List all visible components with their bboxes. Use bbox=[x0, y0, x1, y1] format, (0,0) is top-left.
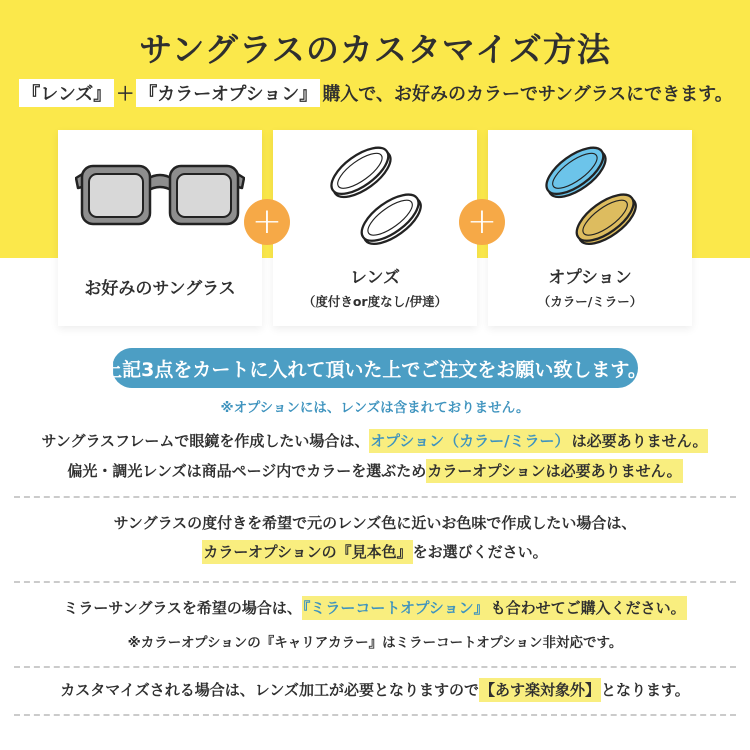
color-lenses-svg bbox=[515, 133, 665, 257]
card-lenses bbox=[273, 130, 477, 326]
dashed-divider bbox=[14, 496, 736, 498]
note3-line1-highlight: も合わせてご購入ください。 bbox=[490, 596, 687, 620]
note1-line2-pre: 偏光・調光レンズは商品ページ内でカラーを選ぶため bbox=[67, 462, 427, 480]
plus-icon bbox=[244, 199, 290, 245]
plus-glyph: + bbox=[466, 201, 498, 242]
subtitle bbox=[0, 79, 750, 107]
card-sublabel: （カラー/ミラー） bbox=[537, 294, 643, 310]
note2-line2-post: をお選びください。 bbox=[412, 543, 548, 561]
subtitle-plus: ＋ bbox=[116, 84, 135, 105]
note3-line2: ※カラーオプションの『キャリアカラー』はミラーコートオプション非対応です。 bbox=[127, 635, 623, 651]
note1-line1-highlight-blue: オプション（カラー/ミラー） bbox=[369, 429, 570, 453]
note1-line1 bbox=[0, 430, 750, 451]
note4-line1-pre: カスタマイズされる場合は、レンズ加工が必要となりますので bbox=[60, 681, 479, 699]
note1-line1-pre: サングラスフレームで眼鏡を作成したい場合は、 bbox=[41, 432, 370, 450]
sunglasses-svg bbox=[75, 157, 245, 233]
card-sunglasses bbox=[58, 130, 262, 326]
dashed-divider bbox=[14, 714, 736, 716]
sunglasses-icon bbox=[58, 130, 262, 260]
card-label: お好みのサングラス bbox=[84, 278, 236, 299]
dashed-divider bbox=[14, 666, 736, 668]
card-label-zone bbox=[488, 260, 692, 318]
card-label-zone bbox=[273, 260, 477, 318]
card-label: オプション bbox=[548, 267, 632, 288]
card-sublabel: （度付きor度なし/伊達） bbox=[302, 294, 448, 310]
banner-note: ※オプションには、レンズは含まれておりません。 bbox=[220, 400, 530, 416]
note4-line1 bbox=[0, 679, 750, 700]
plus-icon bbox=[459, 199, 505, 245]
note3-line1-highlight-blue: 『ミラーコートオプション』 bbox=[302, 596, 490, 620]
note1-line2 bbox=[0, 460, 750, 481]
clear-lenses-svg bbox=[300, 133, 450, 257]
note2-line2 bbox=[0, 541, 750, 562]
subtitle-lens-highlight: 『レンズ』 bbox=[19, 79, 114, 107]
plus-glyph: + bbox=[251, 201, 283, 242]
note3-line1-pre: ミラーサングラスを希望の場合は、 bbox=[63, 599, 302, 617]
card-label-zone bbox=[58, 260, 262, 318]
note2-line1: サングラスの度付きを希望で元のレンズ色に近いお色味で作成したい場合は、 bbox=[113, 514, 637, 532]
banner-text: 上記3点をカートに入れて頂いた上でご注文をお願い致します。 bbox=[103, 358, 647, 381]
note1-line1-highlight: は必要ありません。 bbox=[571, 429, 709, 453]
subtitle-color-option-highlight: 『カラーオプション』 bbox=[136, 79, 320, 107]
note1-line2-highlight: カラーオプションは必要ありません。 bbox=[426, 459, 682, 483]
clear-lenses-icon bbox=[273, 130, 477, 260]
note2-line2-highlight: カラーオプションの『見本色』 bbox=[202, 540, 412, 564]
subtitle-rest: 購入で、お好みのカラーでサングラスにできます。 bbox=[322, 84, 733, 105]
note4-line1-highlight: 【あす楽対象外】 bbox=[479, 678, 601, 702]
page-title: サングラスのカスタマイズ方法 bbox=[139, 30, 611, 69]
color-lenses-icon bbox=[488, 130, 692, 260]
dashed-divider bbox=[14, 581, 736, 583]
card-label: レンズ bbox=[349, 267, 401, 288]
note4-line1-post: となります。 bbox=[600, 681, 690, 699]
cart-instruction-banner bbox=[103, 348, 647, 388]
card-options bbox=[488, 130, 692, 326]
note3-line1 bbox=[0, 597, 750, 618]
